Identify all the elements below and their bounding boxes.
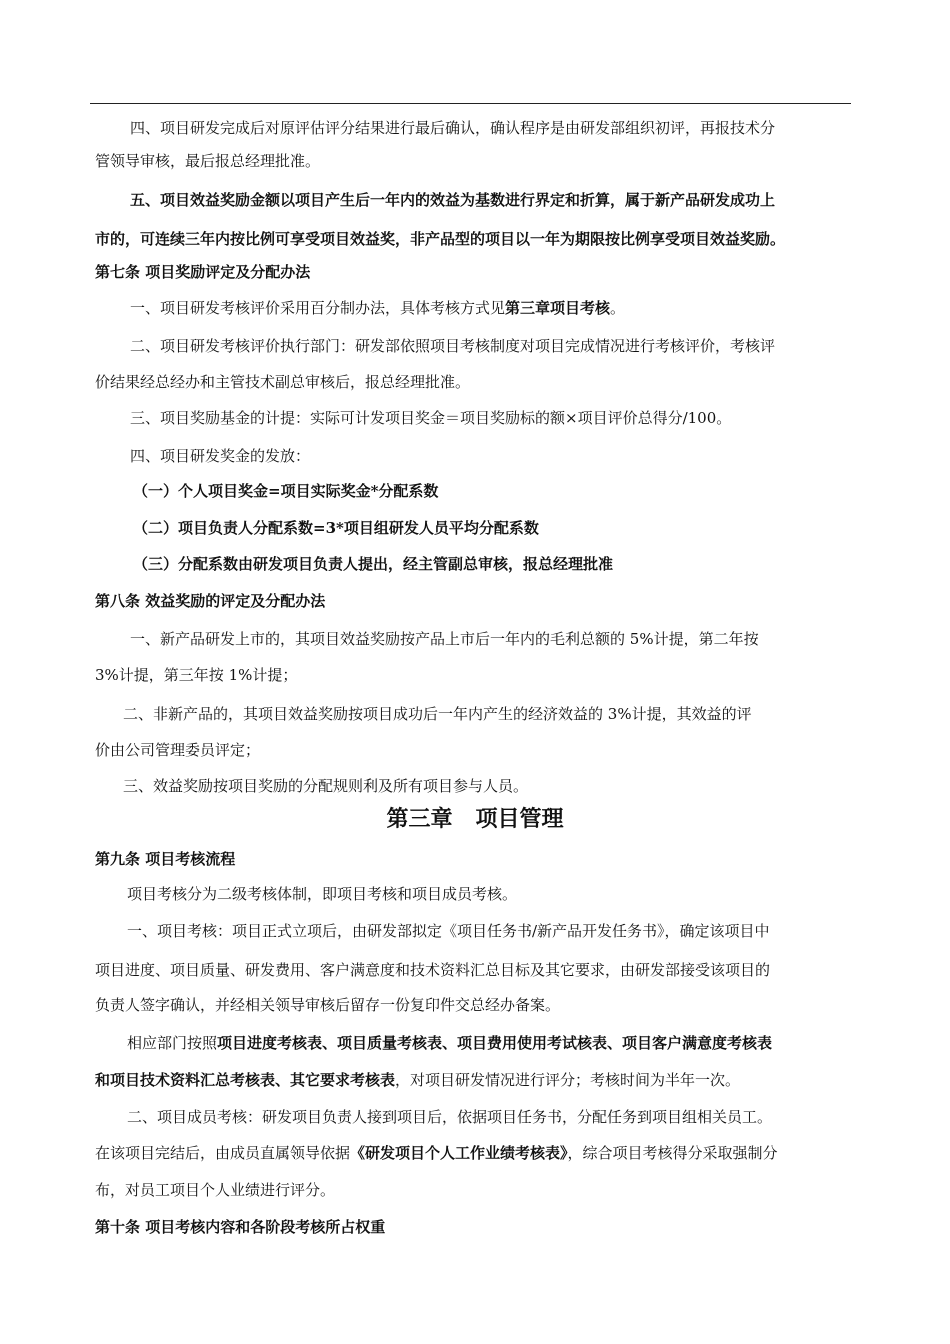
paragraph-line: 一、项目考核：项目正式立项后，由研发部拟定《项目任务书/新产品开发任务书》，确定该项目中: [127, 922, 770, 940]
paragraph-line: 管领导审核，最后报总经理批准。: [95, 152, 321, 170]
paragraph-line: 项目进度、项目质量、研发费用、客户满意度和技术资料汇总目标及其它要求，由研发部接受该项目的: [95, 961, 771, 979]
paragraph-line: 价由公司管理委员评定；: [95, 741, 261, 759]
chapter-title: 第三章 项目管理: [386, 807, 564, 832]
paragraph-line: 一、项目研发考核评价采用百分制办法，具体考核方式见第三章项目考核。: [130, 299, 626, 317]
form-names: 和项目技术资料汇总考核表、其它要求考核表: [95, 1071, 396, 1089]
article-10-heading: 第十条 项目考核内容和各阶段考核所占权重: [95, 1218, 386, 1236]
paragraph-line: 市的，可连续三年内按比例可享受项目效益奖，非产品型的项目以一年为期限按比例享受项目效益奖励。: [95, 230, 786, 248]
list-item: （三）分配系数由研发项目负责人提出，经主管副总审核，报总经理批准: [133, 555, 614, 573]
form-names: 项目进度考核表、项目质量考核表、项目费用使用考试核表、项目客户满意度考核表: [217, 1034, 773, 1052]
paragraph-line: 一、新产品研发上市的，其项目效益奖励按产品上市后一年内的毛利总额的 5%计提，第二年按: [130, 630, 759, 648]
paragraph-line: 布，对员工项目个人业绩进行评分。: [95, 1181, 336, 1199]
paragraph-line: 三、项目奖励基金的计提：实际可计发项目奖金＝项目奖励标的额×项目评价总得分/100。: [130, 409, 732, 427]
paragraph-line: 二、非新产品的，其项目效益奖励按项目成功后一年内产生的经济效益的 3%计提，其效益的评: [123, 705, 752, 723]
paragraph-line: 和项目技术资料汇总考核表、其它要求考核表，对项目研发情况进行评分；考核时间为半年一次。: [95, 1071, 741, 1089]
paragraph-line: 价结果经总经办和主管技术副总审核后，报总经理批准。: [95, 373, 471, 391]
paragraph-line: 五、项目效益奖励金额以项目产生后一年内的效益为基数进行界定和折算，属于新产品研发成功上: [130, 191, 776, 209]
list-item: （一）个人项目奖金=项目实际奖金*分配系数: [133, 482, 439, 500]
article-9-heading: 第九条 项目考核流程: [95, 850, 236, 868]
paragraph-line: 四、项目研发奖金的发放：: [130, 447, 311, 465]
header-rule: [90, 103, 851, 104]
paragraph-line: 相应部门按照项目进度考核表、项目质量考核表、项目费用使用考试核表、项目客户满意度考核表: [127, 1034, 773, 1052]
paragraph-line: 二、项目研发考核评价执行部门：研发部依照项目考核制度对项目完成情况进行考核评价，考核评: [130, 337, 776, 355]
article-8-heading: 第八条 效益奖励的评定及分配办法: [95, 592, 326, 610]
paragraph-line: 四、项目研发完成后对原评估评分结果进行最后确认，确认程序是由研发部组织初评，再报技术分: [130, 119, 776, 137]
list-item: （二）项目负责人分配系数=3*项目组研发人员平均分配系数: [133, 519, 539, 537]
paragraph-line: 3%计提，第三年按 1%计提；: [95, 666, 298, 684]
paragraph-line: 负责人签字确认，并经相关领导审核后留存一份复印件交总经办备案。: [95, 996, 561, 1014]
paragraph-line: 在该项目完结后，由成员直属领导依据《研发项目个人工作业绩考核表》，综合项目考核得分采取强制分: [95, 1144, 778, 1162]
paragraph-line: 项目考核分为二级考核体制，即项目考核和项目成员考核。: [127, 885, 518, 903]
paragraph-line: 三、效益奖励按项目奖励的分配规则利及所有项目参与人员。: [123, 777, 529, 795]
form-name: 《研发项目个人工作业绩考核表》: [350, 1144, 568, 1162]
paragraph-line: 二、项目成员考核：研发项目负责人接到项目后，依据项目任务书，分配任务到项目组相关员工。: [127, 1108, 773, 1126]
chapter-reference: 第三章项目考核: [505, 299, 611, 317]
article-7-heading: 第七条 项目奖励评定及分配办法: [95, 263, 311, 281]
